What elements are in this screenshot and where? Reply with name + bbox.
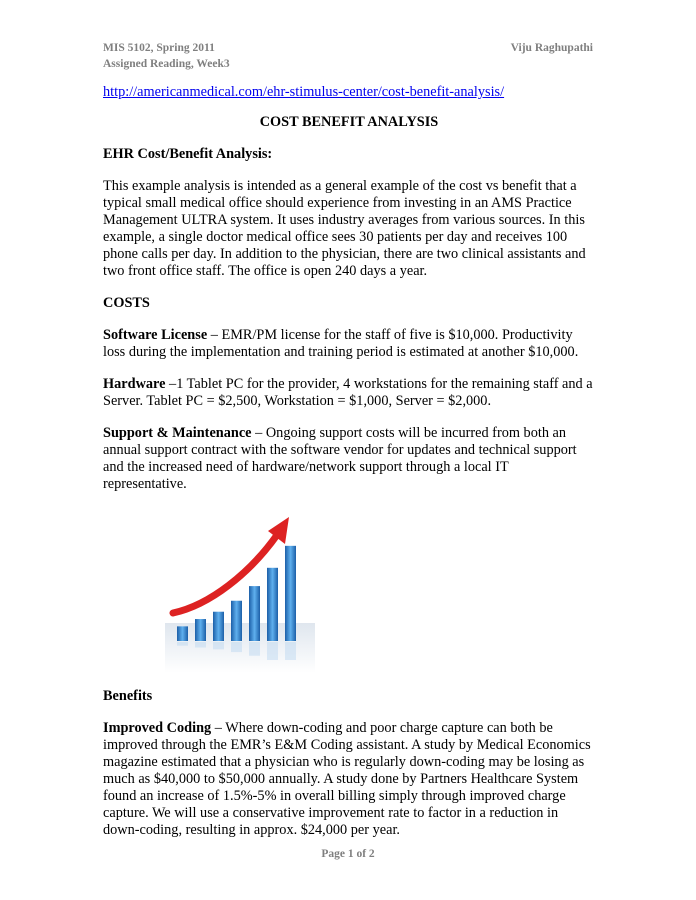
graphic-bar-reflection — [285, 642, 296, 660]
benefit-text: – Where down-coding and poor charge capture can both be improved through the EMR’s E&M Coding assistant. A study by Medical Economics magazine estimated that a physician who is regularly down-coding may be losing as much as $40,000 to $50,000 annually. A study done by Partners Healthcare System found an increase of 1.5%-5% in overall billing simply through improved charge capture. We will use a conservative improvement rate to factor in a reduction in down-coding, resulting in approx. $24,000 per year. — [103, 720, 591, 838]
header-left — [103, 40, 230, 72]
page-title: COST BENEFIT ANALYSIS — [259, 114, 439, 130]
growth-chart-svg — [165, 513, 315, 673]
reading-label: Assigned Reading, Week3 — [103, 58, 230, 70]
graphic-bar — [177, 626, 188, 641]
cost-text: –1 Tablet PC for the provider, 4 workstations for the remaining staff and a Server. Tablet PC = $2,500, Workstation = $1,000, Server = $2,000. — [103, 376, 593, 409]
graphic-bar — [195, 619, 206, 641]
graphic-bar — [285, 546, 296, 641]
benefits-heading: Benefits — [103, 688, 153, 704]
graphic-bar-reflection — [195, 642, 206, 647]
rising-arrow — [173, 535, 277, 613]
cost-term: Software License — [103, 327, 208, 343]
course-label: MIS 5102, Spring 2011 — [103, 42, 215, 54]
graphic-bar-reflection — [267, 642, 278, 660]
cost-item — [103, 376, 595, 410]
cost-text: – EMR/PM license for the staff of five is $10,000. Productivity loss during the implementation and training period is estimated at another $10,000. — [103, 327, 579, 360]
graphic-bar-reflection — [249, 642, 260, 656]
page-number: Page 1 of 2 — [321, 848, 375, 860]
graphic-bar-reflection — [213, 642, 224, 649]
cost-item — [103, 327, 595, 361]
author-label: Viju Raghupathi — [510, 42, 593, 54]
graphic-bar-reflection — [177, 642, 188, 646]
growth-chart-graphic — [165, 513, 315, 673]
benefit-term: Improved Coding — [103, 720, 212, 736]
intro-paragraph: This example analysis is intended as a general example of the cost vs benefit that a typical small medical office should experience from investing in an AMS Practice Management ULTRA system. It uses industry averages from various sources. In this example, a single doctor medical office sees 30 patients per day and receives 100 phone calls per day. In addition to the physician, there are two clinical assistants and two front office staff. The office is open 240 days a year. — [103, 178, 586, 279]
cost-item — [103, 425, 595, 493]
graphic-bar-reflection — [231, 642, 242, 652]
graphic-bar — [213, 612, 224, 641]
cost-text: – Ongoing support costs will be incurred from both an annual support contract with the software vendor for updates and technical support and the increased need of hardware/network support through a local IT representative. — [103, 425, 577, 492]
costs-heading: COSTS — [103, 295, 150, 311]
cost-term: Hardware — [103, 376, 166, 392]
benefit-item — [103, 720, 595, 839]
intro-heading: EHR Cost/Benefit Analysis: — [103, 146, 273, 162]
cost-term: Support & Maintenance — [103, 425, 252, 441]
graphic-bar — [231, 601, 242, 641]
document-body — [103, 84, 595, 839]
graphic-bar — [267, 568, 278, 641]
graphic-bar — [249, 586, 260, 641]
source-link[interactable]: http://americanmedical.com/ehr-stimulus-center/cost-benefit-analysis/ — [103, 84, 505, 100]
